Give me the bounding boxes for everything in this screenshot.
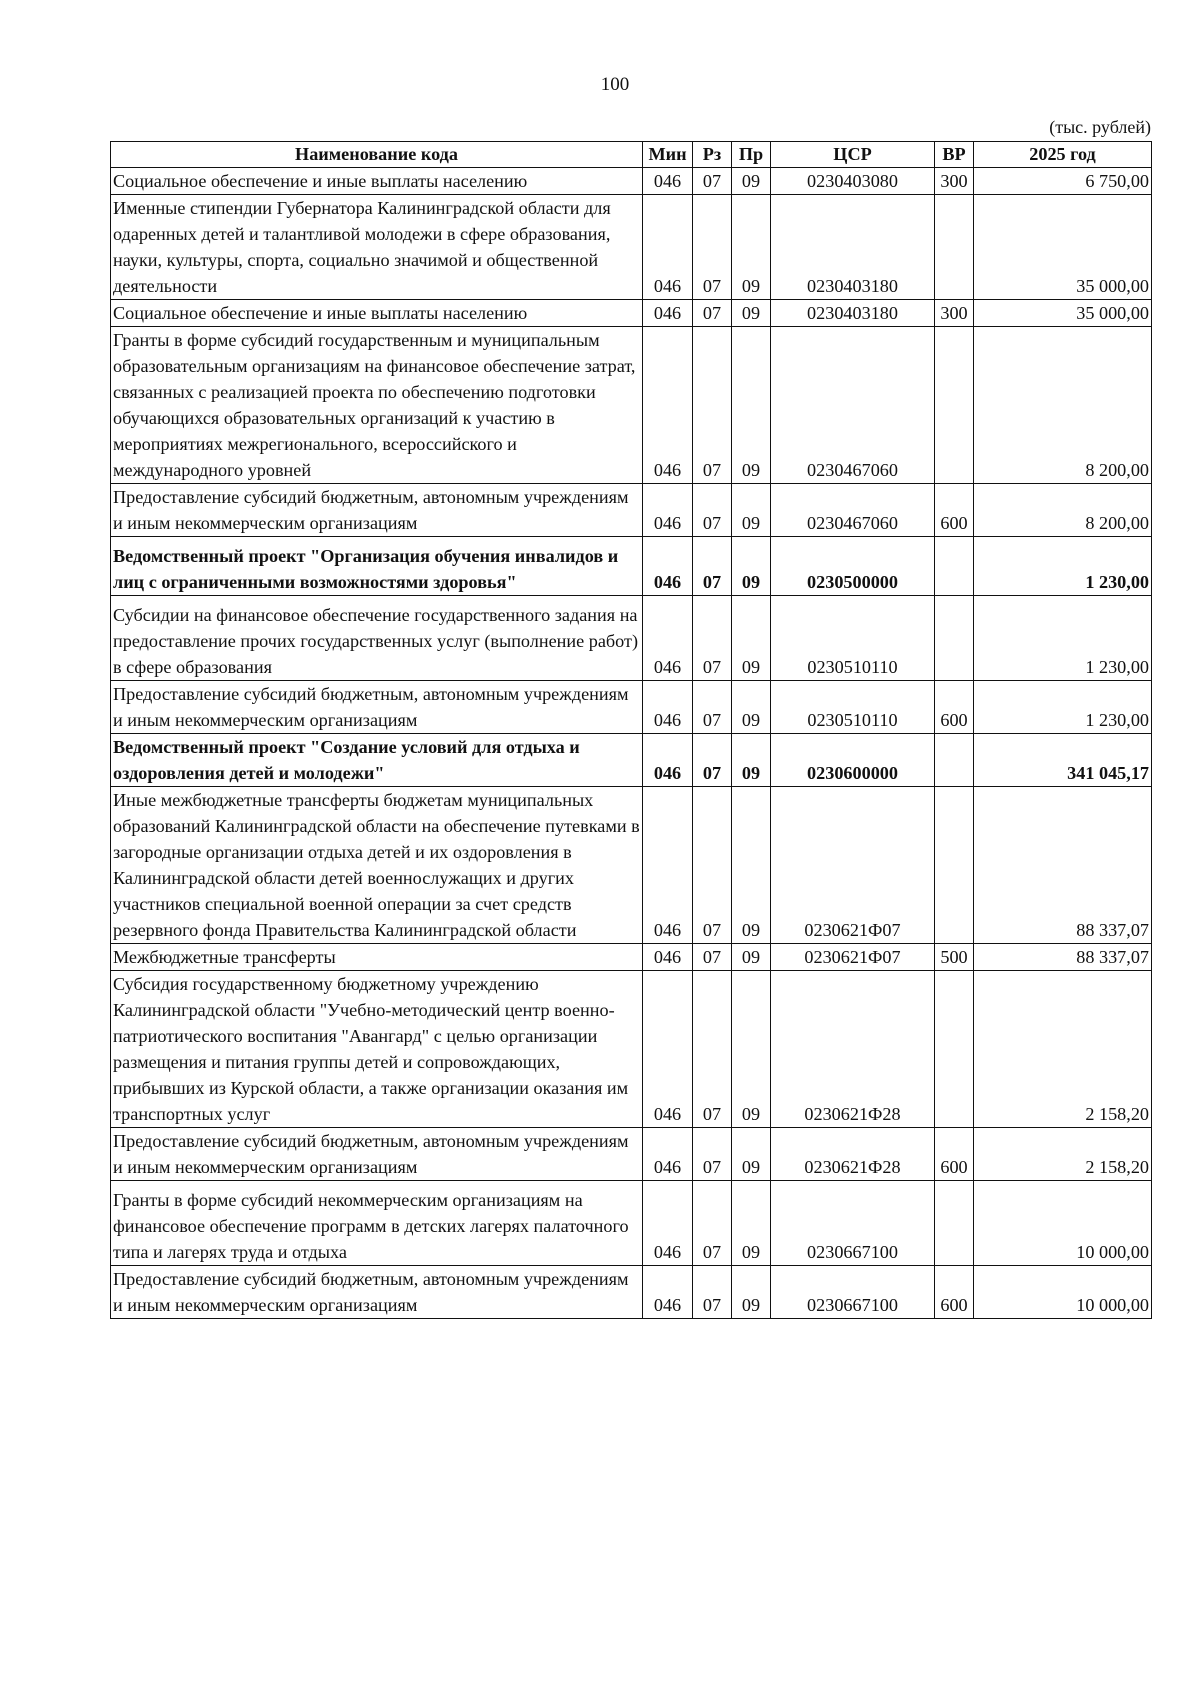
row-name: Межбюджетные трансферты bbox=[111, 944, 643, 971]
header-min: Мин bbox=[643, 142, 693, 168]
row-name: Иные межбюджетные трансферты бюджетам муниципальных образований Калининградской области на обеспечение путевками в загородные организации отдыха детей и их оздоровления в Калининградской области детей военнослужащих и других участников специальной военной операции за счет средств резервного фонда Правительства Калининградской области bbox=[111, 787, 643, 944]
row-csr: 0230667100 bbox=[771, 1181, 935, 1266]
row-name: Предоставление субсидий бюджетным, автономным учреждениям и иным некоммерческим организациям bbox=[111, 484, 643, 537]
row-name: Ведомственный проект "Организация обучения инвалидов и лиц с ограниченными возможностями здоровья" bbox=[111, 537, 643, 596]
row-csr: 0230510110 bbox=[771, 596, 935, 681]
row-amount: 10 000,00 bbox=[974, 1181, 1152, 1266]
budget-table bbox=[110, 141, 1152, 1319]
row-amount: 2 158,20 bbox=[974, 1128, 1152, 1181]
row-csr: 0230403180 bbox=[771, 300, 935, 327]
row-csr: 0230621Ф28 bbox=[771, 971, 935, 1128]
row-amount: 341 045,17 bbox=[974, 734, 1152, 787]
row-pr: 09 bbox=[732, 734, 771, 787]
row-amount: 88 337,07 bbox=[974, 944, 1152, 971]
row-rz: 07 bbox=[693, 596, 732, 681]
row-min: 046 bbox=[643, 484, 693, 537]
row-pr: 09 bbox=[732, 537, 771, 596]
table-row bbox=[111, 971, 1152, 1128]
row-min: 046 bbox=[643, 327, 693, 484]
row-min: 046 bbox=[643, 537, 693, 596]
row-csr: 0230621Ф07 bbox=[771, 787, 935, 944]
header-pr: Пр bbox=[732, 142, 771, 168]
row-csr: 0230621Ф28 bbox=[771, 1128, 935, 1181]
row-vr: 600 bbox=[935, 1128, 974, 1181]
row-name: Субсидии на финансовое обеспечение государственного задания на предоставление прочих государственных услуг (выполнение работ) в сфере образования bbox=[111, 596, 643, 681]
row-vr: 300 bbox=[935, 300, 974, 327]
row-csr: 0230467060 bbox=[771, 327, 935, 484]
table-row bbox=[111, 300, 1152, 327]
row-min: 046 bbox=[643, 787, 693, 944]
table-row bbox=[111, 787, 1152, 944]
row-csr: 0230621Ф07 bbox=[771, 944, 935, 971]
row-vr: 500 bbox=[935, 944, 974, 971]
row-rz: 07 bbox=[693, 327, 732, 484]
row-amount: 1 230,00 bbox=[974, 681, 1152, 734]
table-row bbox=[111, 944, 1152, 971]
row-name: Предоставление субсидий бюджетным, автономным учреждениям и иным некоммерческим организациям bbox=[111, 1128, 643, 1181]
row-min: 046 bbox=[643, 734, 693, 787]
row-name: Гранты в форме субсидий государственным и муниципальным образовательным организациям на финансовое обеспечение затрат, связанных с реализацией проекта по обеспечению подготовки обучающихся образовательных организаций к участию в мероприятиях межрегионального, всероссийского и международного уровней bbox=[111, 327, 643, 484]
row-name: Предоставление субсидий бюджетным, автономным учреждениям и иным некоммерческим организациям bbox=[111, 1266, 643, 1319]
row-amount: 10 000,00 bbox=[974, 1266, 1152, 1319]
row-amount: 8 200,00 bbox=[974, 484, 1152, 537]
row-vr bbox=[935, 327, 974, 484]
row-name: Социальное обеспечение и иные выплаты населению bbox=[111, 168, 643, 195]
header-vr: ВР bbox=[935, 142, 974, 168]
row-pr: 09 bbox=[732, 787, 771, 944]
table-row bbox=[111, 681, 1152, 734]
row-min: 046 bbox=[643, 1128, 693, 1181]
header-row bbox=[111, 142, 1152, 168]
row-pr: 09 bbox=[732, 681, 771, 734]
row-vr bbox=[935, 1181, 974, 1266]
row-pr: 09 bbox=[732, 195, 771, 300]
row-rz: 07 bbox=[693, 300, 732, 327]
row-amount: 8 200,00 bbox=[974, 327, 1152, 484]
table-row bbox=[111, 327, 1152, 484]
row-rz: 07 bbox=[693, 1266, 732, 1319]
row-amount: 2 158,20 bbox=[974, 971, 1152, 1128]
row-vr: 600 bbox=[935, 681, 974, 734]
units-note: (тыс. рублей) bbox=[1049, 117, 1151, 137]
row-vr: 600 bbox=[935, 484, 974, 537]
row-min: 046 bbox=[643, 971, 693, 1128]
row-amount: 6 750,00 bbox=[974, 168, 1152, 195]
row-min: 046 bbox=[643, 681, 693, 734]
row-vr bbox=[935, 596, 974, 681]
row-csr: 0230403180 bbox=[771, 195, 935, 300]
row-name: Предоставление субсидий бюджетным, автономным учреждениям и иным некоммерческим организациям bbox=[111, 681, 643, 734]
row-rz: 07 bbox=[693, 734, 732, 787]
row-pr: 09 bbox=[732, 484, 771, 537]
row-rz: 07 bbox=[693, 195, 732, 300]
row-vr bbox=[935, 971, 974, 1128]
row-min: 046 bbox=[643, 300, 693, 327]
row-csr: 0230500000 bbox=[771, 537, 935, 596]
row-rz: 07 bbox=[693, 1181, 732, 1266]
row-pr: 09 bbox=[732, 168, 771, 195]
row-rz: 07 bbox=[693, 484, 732, 537]
row-amount: 35 000,00 bbox=[974, 195, 1152, 300]
page-number: 100 bbox=[600, 74, 630, 95]
table-row-project bbox=[111, 734, 1152, 787]
table-row bbox=[111, 195, 1152, 300]
row-min: 046 bbox=[643, 596, 693, 681]
row-vr bbox=[935, 537, 974, 596]
row-pr: 09 bbox=[732, 327, 771, 484]
row-rz: 07 bbox=[693, 971, 732, 1128]
row-rz: 07 bbox=[693, 944, 732, 971]
row-min: 046 bbox=[643, 944, 693, 971]
row-min: 046 bbox=[643, 168, 693, 195]
row-pr: 09 bbox=[732, 1181, 771, 1266]
table-row bbox=[111, 168, 1152, 195]
row-csr: 0230403080 bbox=[771, 168, 935, 195]
row-name: Ведомственный проект "Создание условий для отдыха и оздоровления детей и молодежи" bbox=[111, 734, 643, 787]
row-pr: 09 bbox=[732, 944, 771, 971]
row-rz: 07 bbox=[693, 787, 732, 944]
row-rz: 07 bbox=[693, 537, 732, 596]
row-amount: 35 000,00 bbox=[974, 300, 1152, 327]
row-name: Социальное обеспечение и иные выплаты населению bbox=[111, 300, 643, 327]
row-vr: 300 bbox=[935, 168, 974, 195]
header-rz: Рз bbox=[693, 142, 732, 168]
table-row bbox=[111, 1128, 1152, 1181]
row-name: Субсидия государственному бюджетному учреждению Калининградской области "Учебно-методический центр военно-патриотического воспитания "Авангард" с целью организации размещения и питания группы детей и сопровождающих, прибывших из Курской области, а также организации оказания им транспортных услуг bbox=[111, 971, 643, 1128]
table-row bbox=[111, 1266, 1152, 1319]
row-pr: 09 bbox=[732, 300, 771, 327]
row-vr: 600 bbox=[935, 1266, 974, 1319]
row-rz: 07 bbox=[693, 681, 732, 734]
row-min: 046 bbox=[643, 195, 693, 300]
row-pr: 09 bbox=[732, 971, 771, 1128]
row-csr: 0230510110 bbox=[771, 681, 935, 734]
row-min: 046 bbox=[643, 1181, 693, 1266]
row-amount: 88 337,07 bbox=[974, 787, 1152, 944]
row-amount: 1 230,00 bbox=[974, 537, 1152, 596]
row-csr: 0230667100 bbox=[771, 1266, 935, 1319]
row-vr bbox=[935, 734, 974, 787]
header-name: Наименование кода bbox=[111, 142, 643, 168]
row-vr bbox=[935, 195, 974, 300]
row-csr: 0230600000 bbox=[771, 734, 935, 787]
table-row bbox=[111, 1181, 1152, 1266]
row-csr: 0230467060 bbox=[771, 484, 935, 537]
row-pr: 09 bbox=[732, 1266, 771, 1319]
table-row bbox=[111, 596, 1152, 681]
row-amount: 1 230,00 bbox=[974, 596, 1152, 681]
row-pr: 09 bbox=[732, 596, 771, 681]
row-name: Гранты в форме субсидий некоммерческим организациям на финансовое обеспечение программ в детских лагерях палаточного типа и лагерях труда и отдыха bbox=[111, 1181, 643, 1266]
row-vr bbox=[935, 787, 974, 944]
table-row-project bbox=[111, 537, 1152, 596]
row-rz: 07 bbox=[693, 1128, 732, 1181]
row-pr: 09 bbox=[732, 1128, 771, 1181]
row-rz: 07 bbox=[693, 168, 732, 195]
row-name: Именные стипендии Губернатора Калининградской области для одаренных детей и талантливой молодежи в сфере образования, науки, культуры, спорта, социально значимой и общественной деятельности bbox=[111, 195, 643, 300]
row-min: 046 bbox=[643, 1266, 693, 1319]
table-row bbox=[111, 484, 1152, 537]
header-year: 2025 год bbox=[974, 142, 1152, 168]
header-csr: ЦСР bbox=[771, 142, 935, 168]
